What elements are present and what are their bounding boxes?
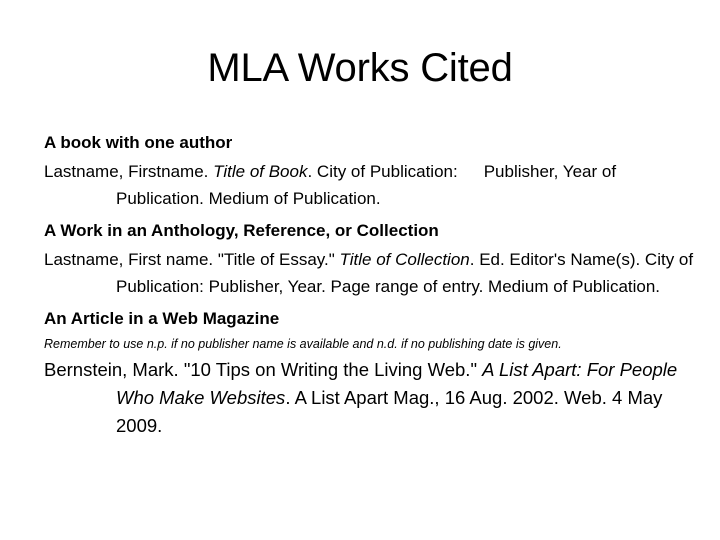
citation-anthology-author: Lastname, First name. "Title of Essay." (44, 250, 340, 269)
citation-book-city: . City of Publication: (307, 162, 458, 181)
citation-book-author: Lastname, Firstname. (44, 162, 214, 181)
citation-web-author: Bernstein, Mark. "10 Tips on Writing the Living Web." (44, 359, 483, 380)
section-note-web: Remember to use n.p. if no publisher name is available and n.d. if no publishing date is given. (44, 337, 562, 351)
citation-anthology (44, 246, 694, 300)
section-heading-anthology: A Work in an Anthology, Reference, or Collection (44, 221, 439, 240)
citation-anthology-rest: . Ed. Editor's Name(s). City of Publication: Publisher, Year. Page range of entry. Medium of Publication. (116, 250, 694, 296)
citation-web-magazine: A List Apart: For People Who Make Websites (116, 359, 678, 408)
citation-web (44, 356, 694, 440)
citation-book (44, 158, 694, 212)
slide-content (44, 130, 694, 440)
citation-book-title: Title of Book (213, 162, 308, 181)
citation-anthology-collection: Title of Collection (339, 250, 470, 269)
citation-web-rest: . A List Apart Mag., 16 Aug. 2002. Web. 4 May 2009. (116, 387, 663, 436)
slide-title: MLA Works Cited (207, 46, 513, 90)
section-heading-web: An Article in a Web Magazine (44, 309, 280, 328)
citation-book-publisher: Publisher, Year of Publication. Medium of Publication. (116, 162, 617, 208)
section-heading-book: A book with one author (44, 133, 233, 152)
